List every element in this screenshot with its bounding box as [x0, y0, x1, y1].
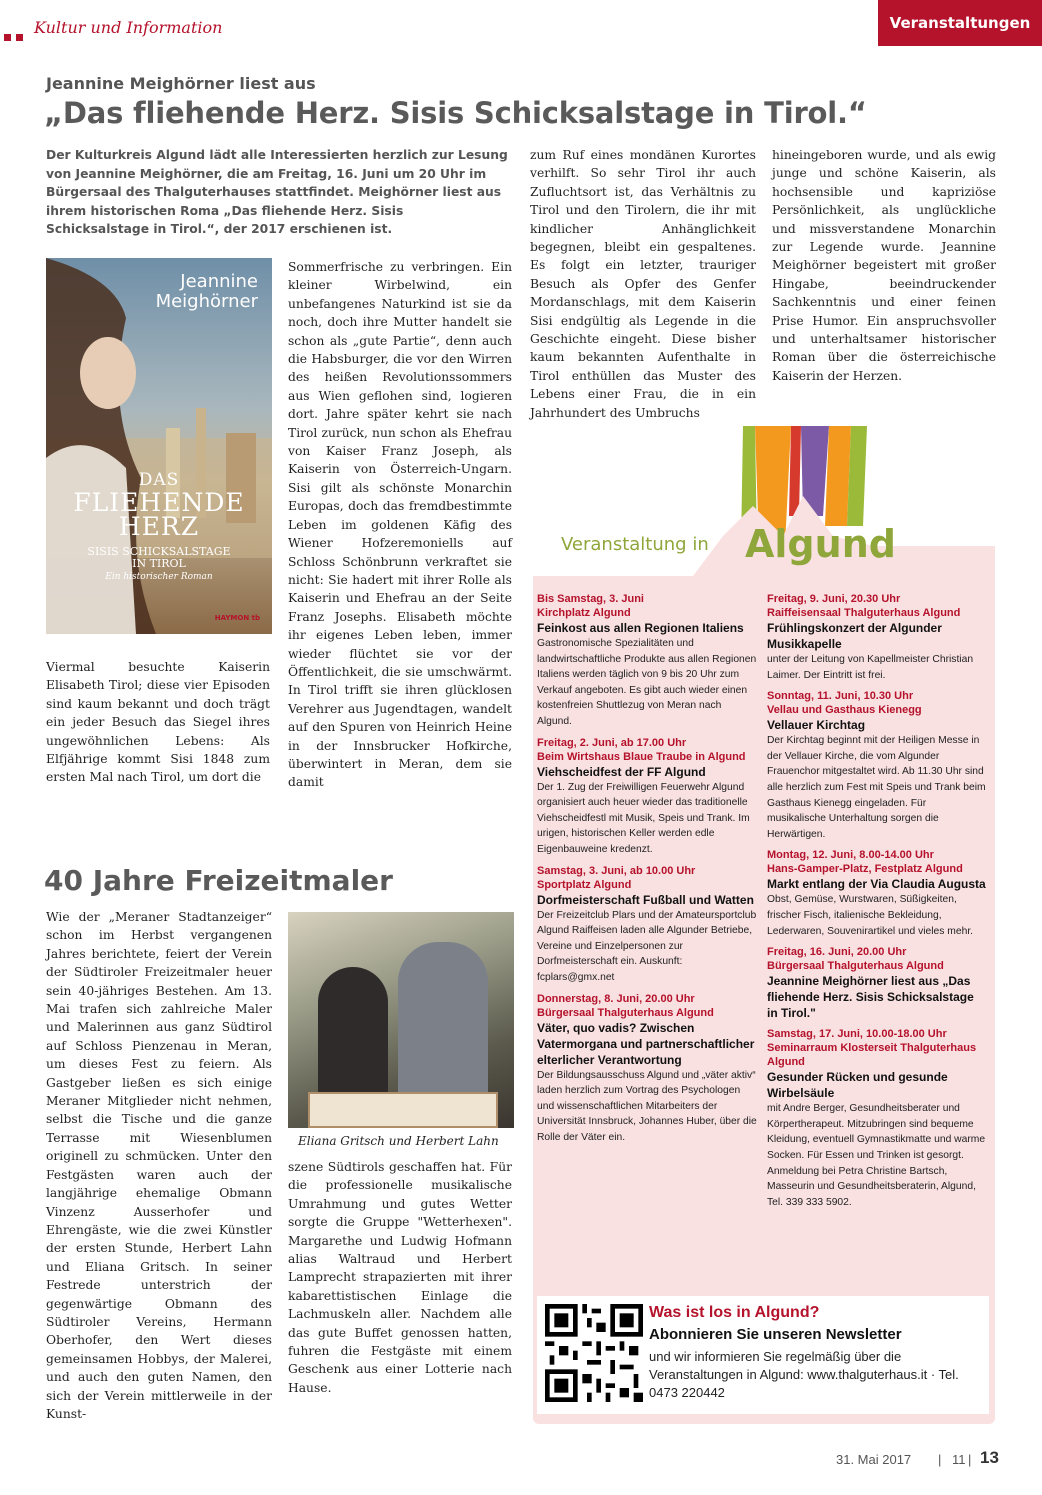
event-item — [767, 1027, 987, 1210]
event-date: Freitag, 9. Juni, 20.30 Uhr — [767, 593, 901, 605]
footer-issue: 11 — [952, 1452, 966, 1467]
article-headline: „Das fliehende Herz. Sisis Schicksalstage in Tirol.“ — [44, 96, 867, 130]
event-place: Raiffeisensaal Thalguterhaus Algund — [767, 607, 961, 619]
event-title: Vellauer Kirchtag — [767, 718, 866, 733]
cover-author-first: Jeannine — [180, 271, 258, 292]
photo-image — [288, 912, 514, 1128]
event-title: Dorfmeisterschaft Fußball und Watten — [537, 892, 754, 907]
event-title: Jeannine Meighörner liest aus „Das fliehende Herz. Sisis Schicksalstage in Tirol." — [767, 974, 974, 1021]
event-item — [537, 592, 757, 730]
event-date: Freitag, 2. Juni, ab 17.00 Uhr — [537, 736, 687, 749]
event-title: Markt entlang der Via Claudia Augusta — [767, 877, 986, 892]
event-item — [767, 592, 987, 683]
event-title: Frühlingskonzert der Algunder Musikkapelle — [767, 621, 942, 651]
event-item — [537, 736, 757, 858]
photo-person — [398, 942, 488, 1117]
event-place: Sportplatz Algund — [537, 878, 632, 891]
footer-separator: | — [938, 1452, 942, 1467]
cover-title-line: DAS — [138, 470, 180, 490]
page-number: 13 — [980, 1448, 999, 1467]
article-body-column: zum Ruf eines mondänen Kurortes verhilft. So sehr Tirol ihr auch Zufluchtsort ist, das Verhältnis zu Tirol und den Tirolern, die ihr mit kindlicher Anhänglichkeit begegnen, bleibt ein gespaltenes. Es folgt ein letzter, trauriger Besuch als Opfer des Genfer Mordanschlags, mit dem Kaiserin Sisi endgültig als Legende in die Geschichte eingeht. Diese bisher kaum bekannten Aufenthalte in Tirol enthüllen das Muster des Lebens einer Frau, die in ein Jahrhundert des Umbruchs — [530, 148, 756, 420]
cover-subtitle-line: IN TIROL — [132, 557, 186, 570]
events-heading-big: Algund — [745, 522, 896, 566]
section-tab: Veranstaltungen — [878, 0, 1042, 46]
event-date: Donnerstag, 8. Juni, 20.00 Uhr — [537, 992, 695, 1005]
event-place: Beim Wirtshaus Blaue Traube in Algund — [537, 750, 746, 763]
cover-subtitle-line: SISIS SCHICKSALSTAGE — [87, 545, 231, 558]
article-body-column: Sommerfrische zu verbringen. Ein kleiner Wirbelwind, ein unbefangenes Naturkind ist sie da noch, doch ihre Mutter handelt sie schon als „gute Partie“, denn auch die Habsburger, die vor den Wirren des heißen Revolutionssommers aus Wien geflohen sind, logieren dort. Jahre später kehrt sie nach Tirol zurück, nun schon als Ehefrau von Kaiser Franz Joseph, als Kaiserin von Österreich-Ungarn. Sisi gilt als schönste Monarchin Europas, doch das fremdbestimmte Leben im goldenen Käfig des Wiener Hofzeremoniells auf Schloss Schönbrunn verkraftet sie nicht: Sie hadert mit ihrer Rolle als Kaiserin und Ehefrau an der Seite Franz Josephs. Elisabeth möchte ihr eigenes Leben leben, immer wieder flüchtet sie vor der Öffentlichkeit, die sie umschwärmt. In Tirol trifft sie ihren glücklosen Verehrer aus Jugendtagen, wandelt auf den Spuren von Heinrich Heine in der Innsbrucker Hofkirche, überwintert in Meran, dem sie damit — [288, 260, 512, 790]
cover-subtitle — [46, 546, 272, 570]
event-item — [537, 864, 757, 986]
event-description: Der Freizeitclub Plars und der Amateursportclub Algund Raiffeisen laden alle Algunder Betriebe, Vereine und Einzelpersonen zur Dorfmeisterschaft ein. Auskunft: fcplars@gmx.net — [537, 909, 757, 983]
newsletter-box — [537, 1296, 989, 1414]
event-place: Bürgersaal Thalguterhaus Algund — [767, 960, 944, 973]
footer-separator: | — [968, 1452, 972, 1467]
event-description: Der 1. Zug der Freiwilligen Feuerwehr Algund organisiert auch heuer wieder das traditionelle Viehscheidfestl mit Musik, Speis und Trank. Im urigen, historischen Keller werden edle Eigenbauweine kredenzt. — [537, 781, 750, 855]
event-description: Der Bildungsausschuss Algund und „väter aktiv“ laden herzlich zum Vortrag des Psychologen und wissenschaftlichen Mitarbeiters der Universität Innsbruck, Johannes Huber, über die Rolle der Väter ein. — [537, 1069, 757, 1143]
event-description: Obst, Gemüse, Wurstwaren, Süßigkeiten, frischer Fisch, italienische Bekleidung, Lederwaren, Souvenirartikel und vieles mehr. — [767, 894, 974, 937]
event-place: Hans-Gamper-Platz, Festplatz Algund — [767, 863, 963, 876]
event-date: Sonntag, 11. Juni, 10.30 Uhr — [767, 690, 914, 703]
footer-date: 31. Mai 2017 — [836, 1452, 912, 1467]
event-date: Bis Samstag, 3. Juni — [537, 593, 644, 605]
event-description: Der Kirchtag beginnt mit der Heiligen Messe in der Vellauer Kirche, die vom Algunder Frauenchor mitgestaltet wird. Ab 11.30 Uhr sind alle herzlich zum Fest mit Speis und Trank beim Gasthaus Kienegg eingeladen. Für musikalische Unterhaltung sorgen die Herwärtigen. — [767, 735, 986, 840]
cover-author — [156, 272, 258, 312]
photo-cake — [308, 1092, 498, 1128]
cover-title-line: FLIEHENDE — [73, 488, 245, 517]
event-description: Gastronomische Spezialitäten und landwirtschaftliche Produkte aus allen Regionen Italiens werden täglich von 9 bis 20 Uhr zum Verkauf angeboten. Es gibt auch wieder einen kostenfreien Shuttlezug von Meran nach Algund. — [537, 638, 757, 727]
event-title: Väter, quo vadis? Zwischen Vatermorgana und partnerschaftlicher elterlicher Verantwortung — [537, 1020, 755, 1067]
article-kicker: Jeannine Meighörner liest aus — [46, 74, 316, 93]
article2-body-column: szene Südtirols geschaffen hat. Für die professionelle musikalische Umrahmung und gutes Wetter sorgte die Gruppe "Wetterhexen". Margarethe und Ludwig Hofmann alias Waltraud und Herbert Lamprecht strapazierten mit ihrer kabarettistischen Einlage die Lachmuskeln aller. Nachdem alle das gute Buffet genossen hatten, fuhren die Festgäste mit einem Geschenk aus einer Lotterie nach Hause. — [288, 1160, 512, 1395]
event-description: unter der Leitung von Kapellmeister Christian Laimer. Der Eintritt ist frei. — [767, 654, 974, 681]
article-body-column: hineingeboren wurde, und als ewig junge und schöne Kaiserin, als hochsensible und kapriziöse Persönlichkeit, als unglückliche und missverstandene Monarchin zur Legende wurde. Jeannine Meighörner begeistert mit großer Hingabe, beeindruckender Sachkenntnis und einer feinen Prise Humor. Ein anspruchsvoller und unterhaltsamer historischer Roman über die österreichische Kaiserin der Herzen. — [772, 148, 996, 383]
book-cover-image — [46, 258, 272, 634]
article2-headline: 40 Jahre Freizeitmaler — [44, 864, 393, 897]
event-date: Montag, 12. Juni, 8.00-14.00 Uhr — [767, 849, 934, 862]
newsletter-subtitle: Abonnieren Sie unseren Newsletter — [649, 1326, 902, 1343]
event-item — [767, 945, 987, 1021]
cover-title-line: HERZ — [118, 512, 200, 541]
event-item — [767, 848, 987, 939]
event-title: Gesunder Rücken und gesunde Wirbelsäule — [767, 1070, 948, 1101]
events-column-left — [537, 592, 757, 1151]
events-banner — [533, 426, 995, 586]
event-date: Freitag, 16. Juni, 20.00 Uhr — [767, 946, 907, 959]
event-description: mit Andre Berger, Gesundheitsberater und Körpertherapeut. Mitzubringen sind bequeme Kleidung, eventuell Gymnastikmatte und warme Socken. Für Essen und Trinken ist gesorgt. Anmeldung bei Petra Christine Bartsch, Masseurin und Gesundheitsberaterin, Algund, Tel. 339 333 5902. — [767, 1103, 986, 1208]
event-title: Viehscheidfest der FF Algund — [537, 764, 706, 779]
newsletter-title: Was ist los in Algund? — [649, 1304, 820, 1321]
article2-body-column: Wie der „Meraner Stadtanzeiger“ schon im Herbst vergangenen Jahres berichtete, feiert der Verein der Südtiroler Freizeitmaler heuer sein 40-jähriges Bestehen. Am 13. Mai trafen sich zahlreiche Maler und Malerinnen aus ganz Südtirol auf Schloss Pienzenau in Meran, um dieses Fest zu feiern. Als Gastgeber ließen es sich einige Meraner Mitglieder nicht nehmen, selbst die Tische und die ganze Terrasse mit Wiesenblumen originell zu schmücken. Unter den Festgästen waren auch der langjährige ehemalige Obmann Vinzenz Ausserhofer und Ehrengäste, wie die zwei Künstler der ersten Stunde, Herbert Lahn und Eliana Gritsch. In seiner Festrede unterstrich der gegenwärtige Obmann des Südtiroler Vereins, Hermann Oberhofer, den Wert dieses gemeinsamen Hobbys, der Malerei, und auch den guten Namen, den sich der Verein mittlerweile in der Kunst- — [46, 910, 272, 1421]
section-marker-icon — [4, 26, 30, 36]
event-place: Kirchplatz Algund — [537, 607, 631, 619]
events-box — [533, 426, 995, 1424]
event-item — [537, 992, 757, 1146]
cover-publisher-logo: HAYMON tb — [214, 614, 260, 622]
event-place: Vellau und Gasthaus Kienegg — [767, 704, 922, 717]
article-lead: Der Kulturkreis Algund lädt alle Interessierten herzlich zur Lesung von Jeannine Meighörner, die am Freitag, 16. Juni um 20 Uhr im Bürgersaal des Thalguterhauses stattfindet. Meighörner liest aus ihrem historischen Roma „Das fliehende Herz. Sisis Schicksalstage in Tirol.“, der 2017 erschienen ist. — [46, 148, 508, 236]
section-label: Kultur und Information — [34, 18, 223, 37]
events-heading-small: Veranstaltung in — [561, 534, 709, 555]
event-title: Feinkost aus allen Regionen Italiens — [537, 621, 744, 635]
events-column-right — [767, 592, 987, 1216]
event-date: Samstag, 3. Juni, ab 10.00 Uhr — [537, 864, 696, 877]
newsletter-text: und wir informieren Sie regelmäßig über die Veranstaltungen in Algund: www.thalguterhaus.it · Tel. 0473 220442 — [649, 1349, 959, 1400]
cover-tagline: Ein historischer Roman — [105, 572, 213, 582]
cover-author-last: Meighörner — [155, 291, 258, 312]
event-place: Bürgersaal Thalguterhaus Algund — [537, 1006, 714, 1019]
qr-code-icon[interactable] — [545, 1304, 643, 1402]
article-body-column: Viermal besuchte Kaiserin Elisabeth Tirol; diese vier Episoden sind kaum bekannt und doch trägt ein jeder Besuch das Siegel ihres ungewöhnlichen Lebens: Als Elfjährige kommt Sisi 1848 zum ersten Mal nach Tirol, um dort die — [46, 660, 270, 785]
photo-caption: Eliana Gritsch und Herbert Lahn — [298, 1134, 499, 1148]
event-item — [767, 689, 987, 842]
event-date: Samstag, 17. Juni, 10.00-18.00 Uhr — [767, 1028, 947, 1041]
event-place: Seminarraum Klosterseit Thalguterhaus Algund — [767, 1042, 977, 1069]
